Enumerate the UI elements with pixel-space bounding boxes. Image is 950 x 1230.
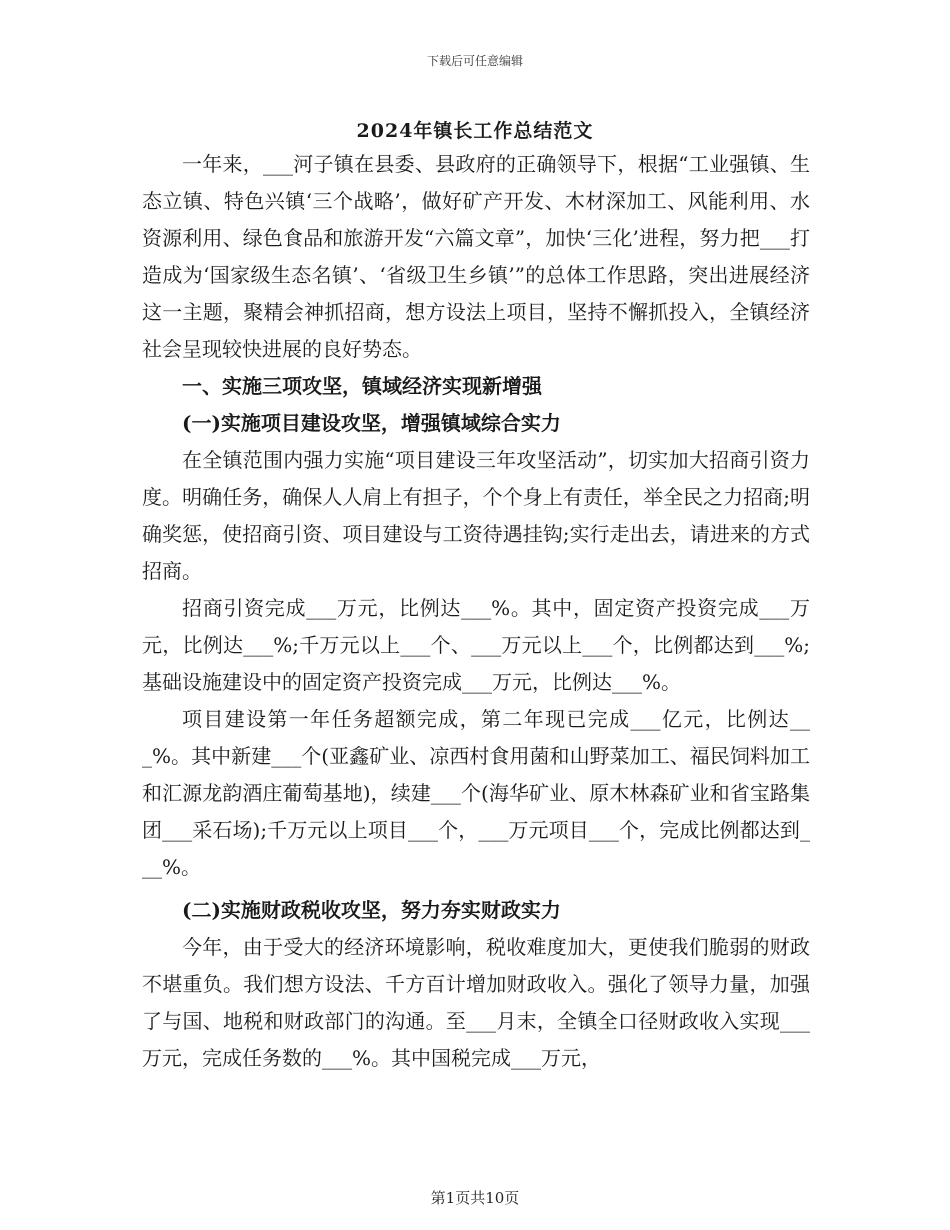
subsection-1-paragraph-3: 项目建设第一年任务超额完成，第二年现已完成___亿元，比例达___%。其中新建___个(亚鑫矿业、凉西村食用菌和山野菜加工、福民饲料加工和汇源龙韵酒庄葡萄基地)，续建___个(海华矿业、原木林森矿业和省宝路集团___采石场);千万元以上项目___个，___万元项目___个，完成比例都达到___%。 [142, 707, 810, 879]
subsection-1-paragraph-1: 在全镇范围内强力实施“项目建设三年攻坚活动”，切实加大招商引资力度。明确任务，确保人人肩上有担子，个个身上有责任，举全民之力招商;明确奖惩，使招商引资、项目建设与工资待遇挂钩;实行走出去，请进来的方式招商。 [142, 448, 810, 583]
section-heading-1: 一、实施三项攻坚，镇域经济实现新增强 [182, 374, 542, 398]
subsection-1-paragraph-2: 招商引资完成___万元，比例达___%。其中，固定资产投资完成___万元，比例达___%;千万元以上___个、___万元以上___个，比例都达到___%;基础设施建设中的固定资产投资完成___万元，比例达___%。 [142, 596, 810, 694]
document-body [142, 146, 810, 1077]
subsection-2-paragraph-1: 今年，由于受大的经济环境影响，税收难度加大，更使我们脆弱的财政不堪重负。我们想方设法、千方百计增加财政收入。强化了领导力量，加强了与国、地税和财政部门的沟通。至___月末，全镇全口径财政收入实现___万元，完成任务数的___%。其中国税完成___万元， [142, 935, 810, 1070]
header-note: 下载后可任意编辑 [426, 54, 523, 68]
subsection-heading-2: (二)实施财政税收攻坚，努力夯实财政实力 [182, 898, 561, 922]
document-title: 2024年镇长工作总结范文 [356, 120, 594, 142]
subsection-heading-1: (一)实施项目建设攻坚，增强镇域综合实力 [182, 411, 561, 435]
intro-paragraph: 一年来，___河子镇在县委、县政府的正确领导下，根据“工业强镇、生态立镇、特色兴镇‘三个战略’，做好矿产开发、木材深加工、风能利用、水资源利用、绿色食品和旅游开发“六篇文章”，加快‘三化’进程，努力把___打造成为‘国家级生态名镇’、‘省级卫生乡镇’”的总体工作思路，突出进展经济这一主题，聚精会神抓招商，想方设法上项目，坚持不懈抓投入，全镇经济社会呈现较快进展的良好势态。 [142, 152, 810, 361]
page-footer: 第1页共10页 [430, 1189, 520, 1207]
